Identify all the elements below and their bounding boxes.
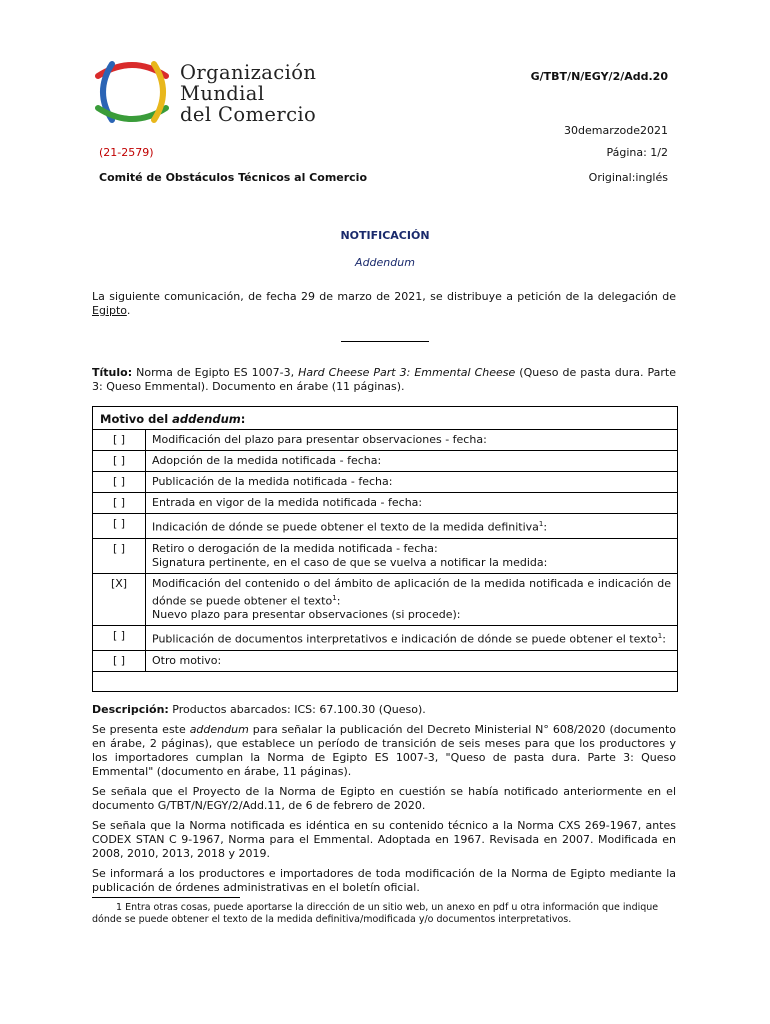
reason-label: Entrada en vigor de la medida notificada - fecha: — [152, 496, 423, 509]
reason-row — [93, 650, 678, 671]
description-paragraph: Se señala que el Proyecto de la Norma de Egipto en cuestión se había notificado anteriormente en el documento G/TBT/N/EGY/2/Add.11, de 6 de febrero de 2020. — [92, 785, 676, 812]
description-section — [92, 703, 676, 901]
reason-text — [146, 514, 678, 539]
reason-row — [93, 430, 678, 451]
description-label: Descripción: — [92, 703, 169, 716]
reason-row — [93, 514, 678, 539]
reasons-title — [100, 412, 245, 426]
footnote-text: Entra otras cosas, puede aportarse la dirección de un sitio web, un anexo en pdf u otra información que indique dónde se puede obtener el texto de la medida definitiva/modificada y/o documentos interpretativos. — [92, 902, 659, 925]
org-name-line-3: del Comercio — [180, 103, 317, 126]
reason-row — [93, 538, 678, 573]
intro-paragraph — [92, 290, 676, 318]
document-symbol: G/TBT/N/EGY/2/Add.20 — [530, 70, 668, 83]
committee-name: Comité de Obstáculos Técnicos al Comercio — [99, 171, 368, 184]
reasons-title-b: : — [240, 412, 246, 426]
reason-text — [146, 538, 678, 573]
wto-logo — [92, 56, 174, 128]
reason-label-end: : — [336, 594, 341, 608]
reason-checkbox: [ ] — [93, 626, 146, 651]
reason-label-end: : — [543, 520, 548, 534]
description-p2-b: para señalar la publicación del Decreto Ministerial N° 608/2020 (documento en árabe, 2 páginas), que establece un período de transición de seis meses para que los productores y los importadores cumplan la Norma de Egipto ES 1007-3, "Queso de pasta dura. Parte 3: Queso Emmental" (documento en árabe, 11 páginas). — [92, 723, 676, 778]
footnote-ref: 1 — [332, 593, 337, 602]
reason-row — [93, 573, 678, 626]
reason-label: Otro motivo: — [152, 653, 222, 667]
reason-label: Retiro o derogación de la medida notificada - fecha: — [152, 541, 438, 555]
title-label: Título: — [92, 366, 133, 379]
reason-checkbox: [ ] — [93, 493, 146, 514]
reason-label: Indicación de dónde se puede obtener el texto de la medida definitiva — [152, 520, 539, 534]
description-p2-a: Se presenta este — [92, 723, 190, 736]
description-first-text: Productos abarcados: ICS: 67.100.30 (Queso). — [168, 703, 426, 716]
description-paragraph: Se informará a los productores e importadores de toda modificación de la Norma de Egipto mediante la publicación de órdenes administrativas en el boletín oficial. — [92, 867, 676, 894]
title-text-a: Norma de Egipto ES 1007-3, — [132, 366, 299, 379]
reason-row — [93, 451, 678, 472]
intro-country: Egipto — [92, 304, 127, 317]
original-language: Original:inglés — [588, 171, 668, 184]
description-first — [92, 703, 676, 717]
notification-title: NOTIFICACIÓN — [340, 229, 430, 242]
reason-checkbox: [ ] — [93, 650, 146, 671]
reason-label: Modificación del plazo para presentar observaciones - fecha: — [152, 433, 487, 446]
reason-text — [146, 573, 678, 626]
reason-row — [93, 493, 678, 514]
reason-checkbox: [X] — [93, 573, 146, 626]
reason-label-line2: Nuevo plazo para presentar observaciones (si procede): — [152, 608, 461, 622]
separator-rule — [341, 341, 429, 342]
reason-checkbox: [ ] — [93, 451, 146, 472]
reason-label: Adopción de la medida notificada - fecha: — [152, 454, 382, 467]
reason-checkbox: [ ] — [93, 538, 146, 573]
reason-text — [146, 626, 678, 651]
reason-row — [93, 626, 678, 651]
reasons-title-a: Motivo del — [100, 412, 173, 426]
footnote-separator — [92, 897, 240, 898]
reasons-table — [92, 429, 678, 672]
reason-checkbox: [ ] — [93, 514, 146, 539]
reason-label — [152, 577, 671, 609]
intro-text: La siguiente comunicación, de fecha 29 de marzo de 2021, se distribuye a petición de la delegación de — [92, 290, 676, 303]
reason-text — [146, 493, 678, 514]
title-text-italic: Hard Cheese Part 3: Emmental Cheese — [298, 366, 516, 379]
reason-label: Publicación de documentos interpretativos e indicación de dónde se puede obtener el texto — [152, 632, 658, 646]
description-paragraph — [92, 723, 676, 779]
reason-label-main: Modificación del contenido o del ámbito de aplicación de la medida notificada e indicación de dónde se puede obtener el texto — [152, 576, 671, 608]
reason-text — [146, 650, 678, 671]
reason-checkbox: [ ] — [93, 430, 146, 451]
org-name-line-1: Organización — [180, 61, 317, 84]
reason-label-end: : — [662, 632, 666, 646]
reason-label-line2: Signatura pertinente, en el caso de que se vuelva a notificar la medida: — [152, 555, 548, 569]
organization-name — [180, 62, 316, 125]
reason-label: Publicación de la medida notificada - fecha: — [152, 475, 393, 488]
addendum-subtitle: Addendum — [355, 256, 415, 269]
reasons-title-italic: addendum — [172, 412, 241, 426]
intro-suffix: . — [126, 304, 131, 317]
description-paragraph: Se señala que la Norma notificada es idéntica en su contenido técnico a la Norma CXS 269-1967, antes CODEX STAN C 9-1967, Norma para el Emmental. Adoptada en 1967. Revisada en 2007. Modificada en 2008, 2010, 2013, 2018 y 2019. — [92, 819, 676, 860]
reason-text — [146, 472, 678, 493]
reason-row — [93, 472, 678, 493]
reason-text — [146, 451, 678, 472]
description-p2-italic: addendum — [189, 723, 249, 736]
org-name-line-2: Mundial — [180, 82, 265, 105]
reference-number: (21-2579) — [99, 146, 154, 159]
document-date: 30demarzode2021 — [564, 124, 668, 137]
reason-checkbox: [ ] — [93, 472, 146, 493]
title-text-b: (Queso de pasta dura. Parte 3: Queso Emmental). Documento en árabe (11 páginas). — [92, 366, 676, 393]
title-paragraph — [92, 366, 676, 394]
footnote-ref: 1 — [538, 520, 544, 528]
footnote-ref: 1 — [657, 632, 663, 641]
page-number: Página: 1/2 — [606, 146, 668, 159]
reason-text — [146, 430, 678, 451]
footnote — [92, 902, 676, 926]
footnote-number: 1 — [116, 902, 123, 913]
